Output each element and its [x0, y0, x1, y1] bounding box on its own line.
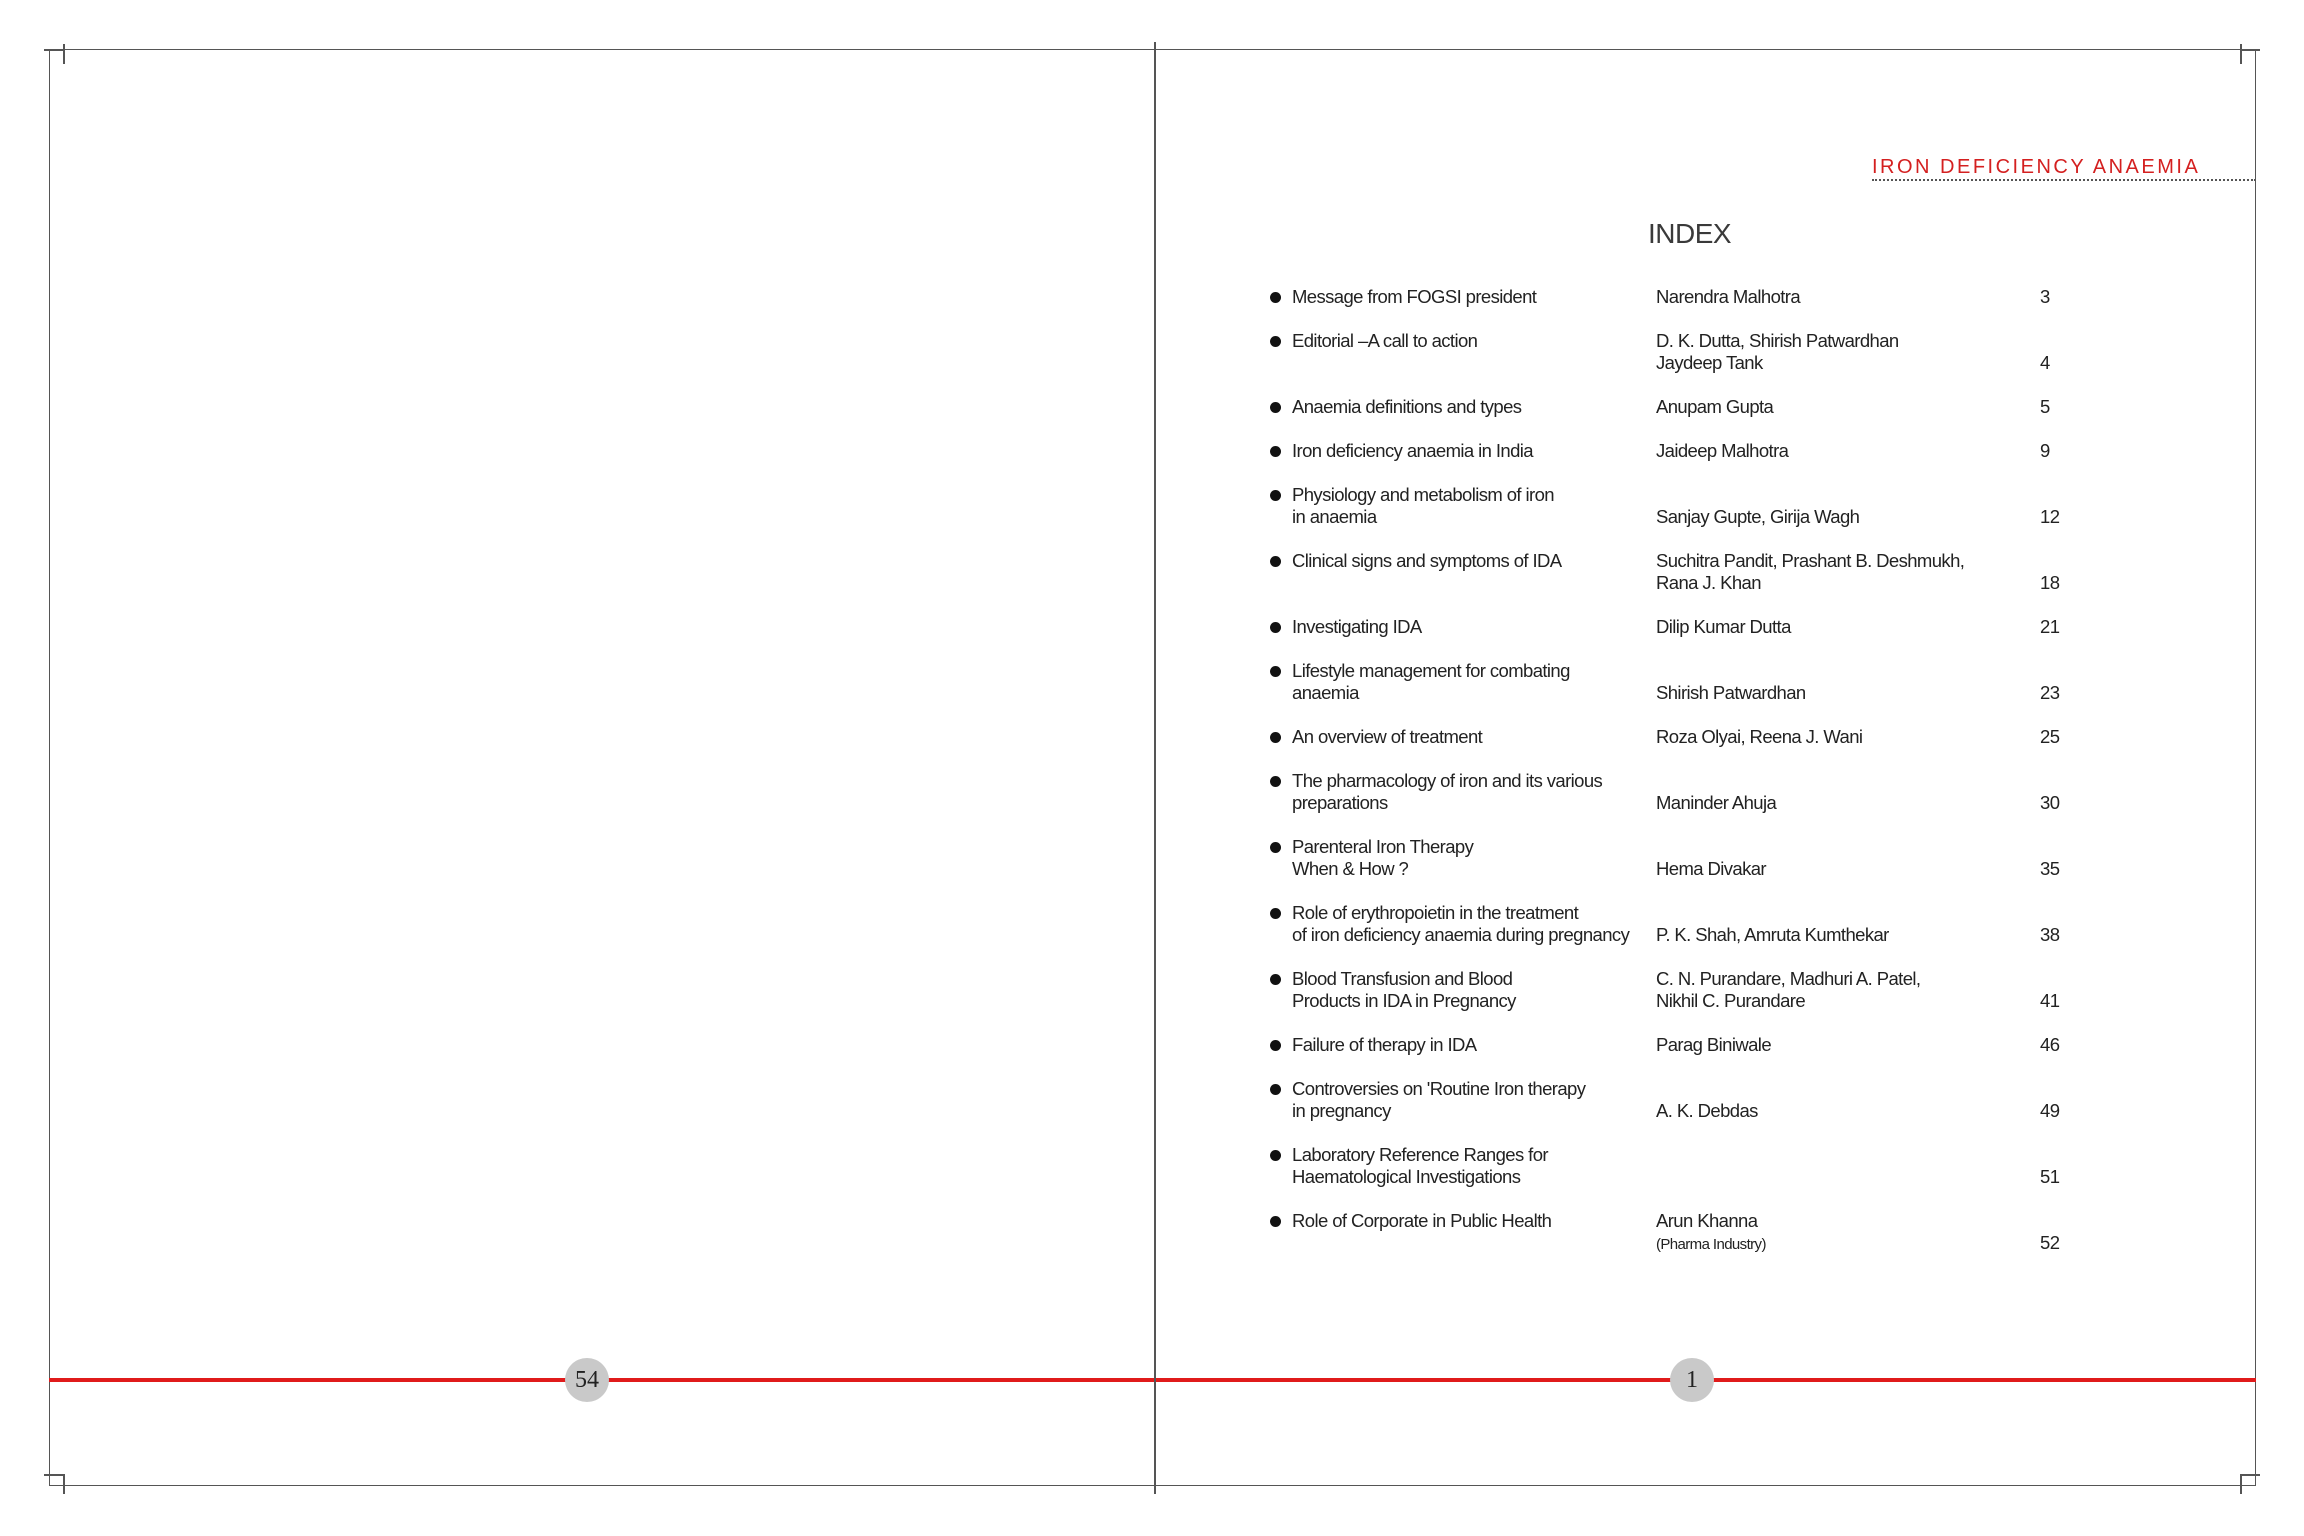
author-note: (Pharma Industry) [1656, 1236, 1766, 1253]
index-heading: INDEX [1648, 218, 1732, 249]
bullet-icon [1270, 292, 1281, 303]
entry-title: Clinical signs and symptoms of IDA [1292, 550, 1562, 571]
entry-author [1656, 506, 1986, 528]
spread-fold-line [1154, 42, 1156, 1494]
author-name: C. N. Purandare, Madhuri A. Patel, Nikhil C. Purandare [1656, 968, 1921, 1011]
entry-author [1656, 1034, 1986, 1056]
entry-author [1656, 924, 1986, 946]
author-name: Parag Biniwale [1656, 1034, 1772, 1055]
entry-page-number: 38 [2040, 924, 2060, 945]
entry-title: An overview of treatment [1292, 726, 1483, 747]
bullet-icon [1270, 1150, 1281, 1161]
author-name: Dilip Kumar Dutta [1656, 616, 1791, 637]
entry-author [1656, 1210, 1986, 1256]
author-name: Arun Khanna [1656, 1210, 1758, 1231]
crop-mark [63, 44, 65, 64]
entry-title: Physiology and metabolism of iron in anaemia [1292, 484, 1554, 527]
bullet-icon [1270, 666, 1281, 677]
bullet-icon [1270, 1084, 1281, 1095]
entry-page-number: 4 [2040, 352, 2050, 373]
entry-author [1656, 1100, 1986, 1122]
author-name: Sanjay Gupte, Girija Wagh [1656, 506, 1860, 527]
entry-page-number: 51 [2040, 1166, 2060, 1187]
entry-title: Anaemia definitions and types [1292, 396, 1522, 417]
index-entry [1270, 902, 2070, 946]
index-entry [1270, 1144, 2070, 1188]
entry-page-number: 46 [2040, 1034, 2060, 1055]
author-name: Jaideep Malhotra [1656, 440, 1789, 461]
entry-title: Blood Transfusion and Blood Products in IDA in Pregnancy [1292, 968, 1516, 1011]
index-entry [1270, 770, 2070, 814]
bullet-icon [1270, 974, 1281, 985]
entry-author [1656, 616, 1986, 638]
entry-title: Message from FOGSI president [1292, 286, 1537, 307]
crop-mark [2240, 1474, 2260, 1476]
entry-author [1656, 440, 1986, 462]
entry-title: Role of erythropoietin in the treatment of iron deficiency anaemia during pregnancy [1292, 902, 1630, 945]
entry-title: Investigating IDA [1292, 616, 1422, 637]
entry-author [1656, 330, 1986, 374]
index-entry [1270, 968, 2070, 1012]
index-entry [1270, 660, 2070, 704]
index-entry [1270, 396, 2070, 418]
entry-author [1656, 682, 1986, 704]
bullet-icon [1270, 622, 1281, 633]
index-entry [1270, 440, 2070, 462]
author-name: Suchitra Pandit, Prashant B. Deshmukh, Rana J. Khan [1656, 550, 1965, 593]
left-page-number: 54 [565, 1358, 609, 1402]
bullet-icon [1270, 490, 1281, 501]
entry-page-number: 3 [2040, 286, 2050, 307]
entry-title: Laboratory Reference Ranges for Haematological Investigations [1292, 1144, 1548, 1187]
bullet-icon [1270, 446, 1281, 457]
crop-mark [2240, 44, 2242, 64]
crop-mark [63, 1474, 65, 1494]
entry-author [1656, 968, 1986, 1012]
entry-title: Role of Corporate in Public Health [1292, 1210, 1552, 1231]
entry-page-number: 30 [2040, 792, 2060, 813]
bullet-icon [1270, 842, 1281, 853]
author-name: P. K. Shah, Amruta Kumthekar [1656, 924, 1889, 945]
entry-page-number: 5 [2040, 396, 2050, 417]
crop-mark [2240, 1474, 2242, 1494]
entry-page-number: 12 [2040, 506, 2060, 527]
entry-author [1656, 550, 1986, 594]
index-entry [1270, 836, 2070, 880]
index-entry [1270, 550, 2070, 594]
entry-page-number: 52 [2040, 1232, 2060, 1253]
entry-title: Lifestyle management for combating anaemia [1292, 660, 1570, 703]
index-entry [1270, 1210, 2070, 1254]
entry-title: Controversies on 'Routine Iron therapy in pregnancy [1292, 1078, 1586, 1121]
entry-author [1656, 396, 1986, 418]
bullet-icon [1270, 1040, 1281, 1051]
entry-page-number: 21 [2040, 616, 2060, 637]
index-entry [1270, 616, 2070, 638]
bullet-icon [1270, 908, 1281, 919]
entry-title: Failure of therapy in IDA [1292, 1034, 1477, 1055]
bullet-icon [1270, 732, 1281, 743]
right-page-number: 1 [1670, 1358, 1714, 1402]
author-name: Roza Olyai, Reena J. Wani [1656, 726, 1863, 747]
entry-page-number: 18 [2040, 572, 2060, 593]
entry-title: Editorial –A call to action [1292, 330, 1478, 351]
bullet-icon [1270, 336, 1281, 347]
bullet-icon [1270, 776, 1281, 787]
author-name: D. K. Dutta, Shirish Patwardhan Jaydeep Tank [1656, 330, 1899, 373]
entry-author [1656, 792, 1986, 814]
index-entry [1270, 330, 2070, 374]
running-header-rule [1872, 179, 2256, 181]
entry-author [1656, 858, 1986, 880]
entry-title: Parenteral Iron Therapy When & How ? [1292, 836, 1474, 879]
author-name: Hema Divakar [1656, 858, 1766, 879]
author-name: Anupam Gupta [1656, 396, 1774, 417]
index-entry [1270, 1078, 2070, 1122]
bullet-icon [1270, 1216, 1281, 1227]
index-entry [1270, 484, 2070, 528]
entry-title: Iron deficiency anaemia in India [1292, 440, 1533, 461]
entry-page-number: 49 [2040, 1100, 2060, 1121]
entry-page-number: 23 [2040, 682, 2060, 703]
index-entry [1270, 286, 2070, 308]
index-entry [1270, 726, 2070, 748]
author-name: Narendra Malhotra [1656, 286, 1801, 307]
author-name: Maninder Ahuja [1656, 792, 1777, 813]
entry-page-number: 9 [2040, 440, 2050, 461]
running-header: IRON DEFICIENCY ANAEMIA [1872, 156, 2201, 178]
entry-page-number: 41 [2040, 990, 2060, 1011]
crop-mark [44, 1474, 64, 1476]
crop-mark [2240, 49, 2260, 51]
author-name: A. K. Debdas [1656, 1100, 1758, 1121]
entry-author [1656, 286, 1986, 308]
entry-page-number: 35 [2040, 858, 2060, 879]
bullet-icon [1270, 556, 1281, 567]
index-entry [1270, 1034, 2070, 1056]
bullet-icon [1270, 402, 1281, 413]
spread-frame [49, 49, 2256, 1486]
entry-title: The pharmacology of iron and its various preparations [1292, 770, 1603, 813]
entry-author [1656, 726, 1986, 748]
crop-mark [44, 49, 64, 51]
entry-page-number: 25 [2040, 726, 2060, 747]
author-name: Shirish Patwardhan [1656, 682, 1806, 703]
